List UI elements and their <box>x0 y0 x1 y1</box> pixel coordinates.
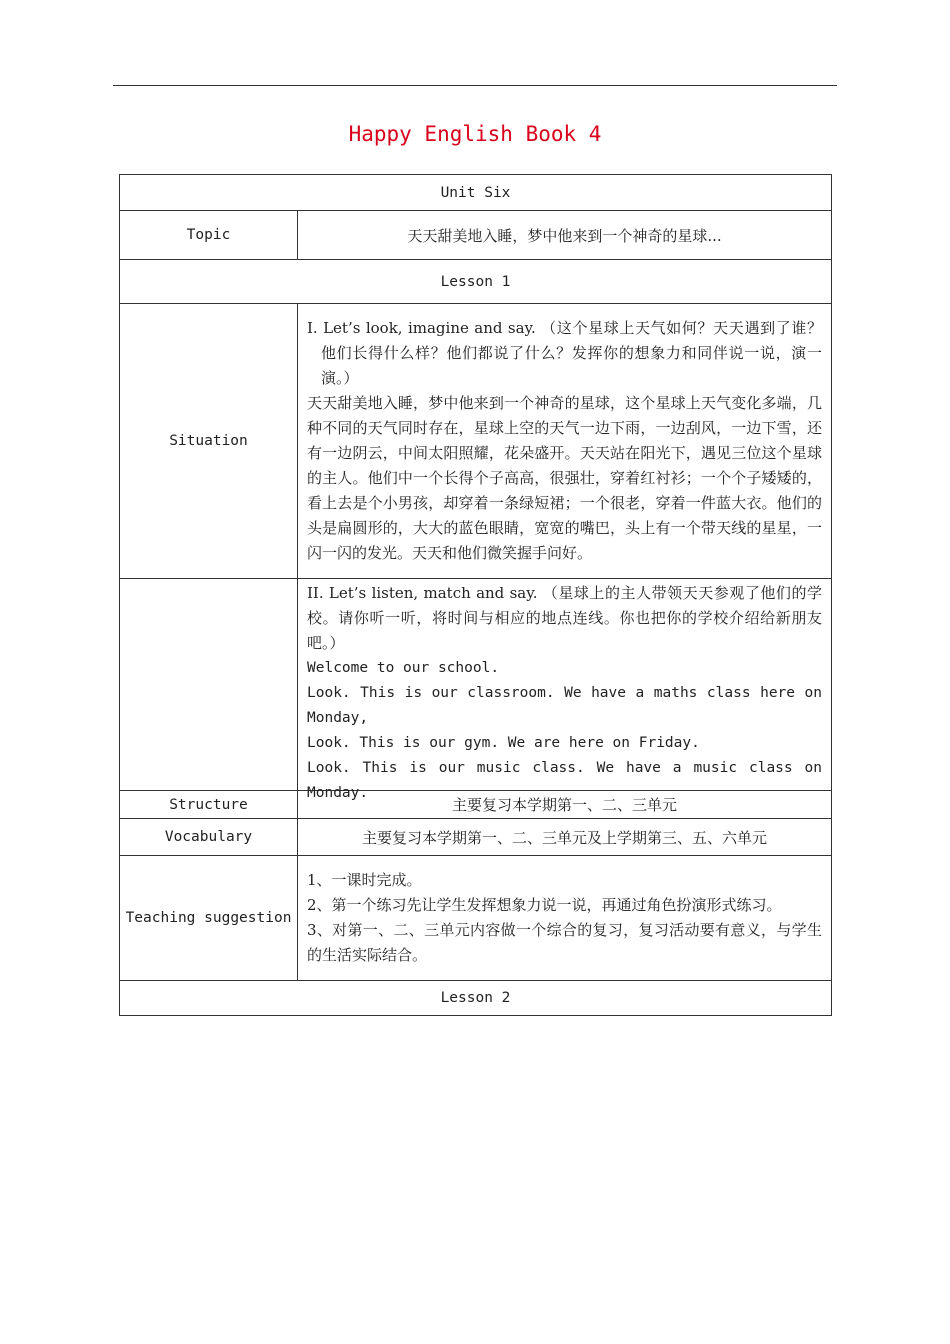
part2-line: Look. This is our gym. We are here on Friday. <box>307 735 700 751</box>
suggestion-item: 3、对第一、二、三单元内容做一个综合的复习，复习活动要有意义，与学生的生活实际结合。 <box>307 921 822 964</box>
teaching-label: Teaching suggestion <box>120 856 298 981</box>
situation-empty-label <box>120 579 298 791</box>
part2-line: Look. This is our classroom. We have a maths class here on Monday, <box>307 685 822 726</box>
teaching-suggestions <box>298 856 832 981</box>
page-title: Happy English Book 4 <box>348 122 602 146</box>
lesson1-cell: Lesson 1 <box>120 260 832 304</box>
situation-part1 <box>298 304 832 579</box>
lesson-plan-table <box>119 174 832 1016</box>
unit-cell: Unit Six <box>120 175 832 211</box>
topic-label: Topic <box>120 211 298 260</box>
header-rule <box>113 85 837 86</box>
part2-line: Welcome to our school. <box>307 660 500 676</box>
structure-value: 主要复习本学期第一、二、三单元 <box>298 791 832 819</box>
part1-heading: I. Let’s look, imagine and say. （这个星球上天气如何？天天遇到了谁？他们长得什么样？他们都说了什么？发挥你的想象力和同伴说一说，演一演。） <box>307 319 822 387</box>
lesson2-cell: Lesson 2 <box>120 981 832 1016</box>
part2-heading: II. Let’s listen, match and say. （星球上的主人带领天天参观了他们的学校。请你听一听，将时间与相应的地点连线。你也把你的学校介绍给新朋友吧。） <box>307 584 822 652</box>
vocabulary-label: Vocabulary <box>120 819 298 856</box>
suggestion-item: 2、第一个练习先让学生发挥想象力说一说，再通过角色扮演形式练习。 <box>307 896 782 914</box>
suggestion-item: 1、一课时完成。 <box>307 871 422 889</box>
topic-value: 天天甜美地入睡，梦中他来到一个神奇的星球... <box>298 211 832 260</box>
part2-line: Look. This is our music class. We have a music class on Monday. <box>307 760 822 801</box>
situation-label: Situation <box>120 304 298 579</box>
situation-part2 <box>298 579 832 801</box>
vocabulary-value: 主要复习本学期第一、二、三单元及上学期第三、五、六单元 <box>298 819 832 856</box>
part1-body: 天天甜美地入睡，梦中他来到一个神奇的星球，这个星球上天气变化多端，几种不同的天气同时存在，星球上空的天气一边下雨，一边刮风，一边下雪，还有一边阴云，中间太阳照耀，花朵盛开。天天站在阳光下，遇见三位这个星球的主人。他们中一个长得个子高高，很强壮，穿着红衬衫；一个个子矮矮的，看上去是个小男孩，却穿着一条绿短裙；一个很老，穿着一件蓝大衣。他们的头是扁圆形的，大大的蓝色眼睛，宽宽的嘴巴，头上有一个带天线的星星，一闪一闪的发光。天天和他们微笑握手问好。 <box>307 394 822 562</box>
structure-label: Structure <box>120 791 298 819</box>
